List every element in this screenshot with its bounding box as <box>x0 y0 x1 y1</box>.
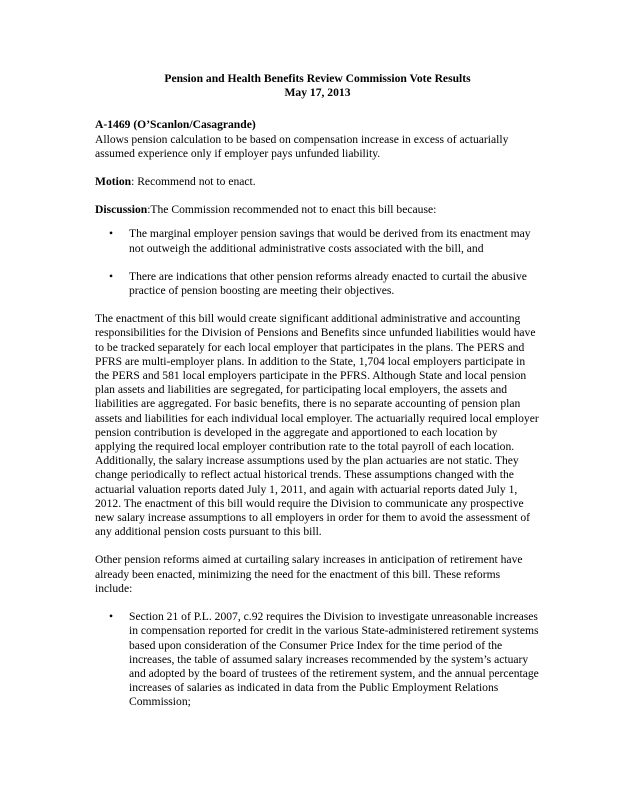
discussion-bullet-text: The marginal employer pension savings that would be derived from its enactment may not outweigh the additional administrative costs associated with the bill, and <box>129 227 531 255</box>
motion-text: : Recommend not to enact. <box>131 175 256 189</box>
bullet-icon: • <box>109 610 114 624</box>
title-date: May 17, 2013 <box>284 86 351 100</box>
paragraph-reforms-intro: Other pension reforms aimed at curtailing salary increases in anticipation of retirement have already been enacted, minimizing the need for the enactment of this bill. These reforms include: <box>95 553 523 595</box>
motion-label: Motion <box>95 175 132 189</box>
document-body <box>95 72 540 724</box>
discussion-label: Discussion <box>95 203 148 217</box>
list-item <box>95 270 540 298</box>
discussion-bullet-list <box>95 227 540 298</box>
paragraph-analysis: The enactment of this bill would create significant additional administrative and accounting responsibilities for the Division of Pensions and Benefits since unfunded liabilities would have to be tracked separately for each local employer that participates in the plans. The PERS and PFRS are multi-employer plans. In addition to the State, 1,704 local employers participate in the PERS and 581 local employers participate in the PFRS. Although State and local pension plan assets and liabilities are segregated, for participating local employers, the assets and liabilities are aggregated. For basic benefits, there is no separate accounting of pension plan assets and liabilities for each individual local employer. The actuarially required local employer pension contribution is developed in the aggregate and apportioned to each location by applying the required local employer contribution rate to the total payroll of each location. Additionally, the salary increase assumptions used by the plan actuaries are not static. They change periodically to reflect actual historical trends. These assumptions changed with the actuarial valuation reports dated July 1, 2011, and again with actuarial reports dated July 1, 2012. The enactment of this bill would require the Division to communicate any prospective new salary increase assumptions to all employers in order for them to avoid the assessment of any additional pension costs pursuant to this bill. <box>95 312 539 539</box>
reform-bullet-list <box>95 610 540 709</box>
bill-heading: A-1469 (O’Scanlon/Casagrande) <box>95 118 256 132</box>
list-item <box>95 610 540 709</box>
bullet-icon: • <box>109 227 114 241</box>
reform-bullet-text: Section 21 of P.L. 2007, c.92 requires the Division to investigate unreasonable increases in compensation reported for credit in the various State-administered retirement systems based upon consideration of the Consumer Price Index for the time period of the increases, the table of assumed salary increases recommended by the system’s actuary and adopted by the board of trustees of the retirement system, and the annual percentage increases of salaries as indicated in data from the Public Employment Relations Commission; <box>129 610 539 709</box>
document-title <box>95 72 540 100</box>
motion-line <box>95 175 540 189</box>
title-line-1: Pension and Health Benefits Review Commission Vote Results <box>164 72 471 85</box>
discussion-text: :The Commission recommended not to enact this bill because: <box>147 203 437 217</box>
bullet-icon: • <box>109 269 114 283</box>
discussion-line <box>95 203 540 217</box>
bill-summary: Allows pension calculation to be based on compensation increase in excess of actuarially assumed experience only if employer pays unfunded liability. <box>95 132 509 160</box>
discussion-bullet-text: There are indications that other pension reforms already enacted to curtail the abusive practice of pension boosting are meeting their objectives. <box>129 269 527 298</box>
list-item <box>95 227 540 255</box>
